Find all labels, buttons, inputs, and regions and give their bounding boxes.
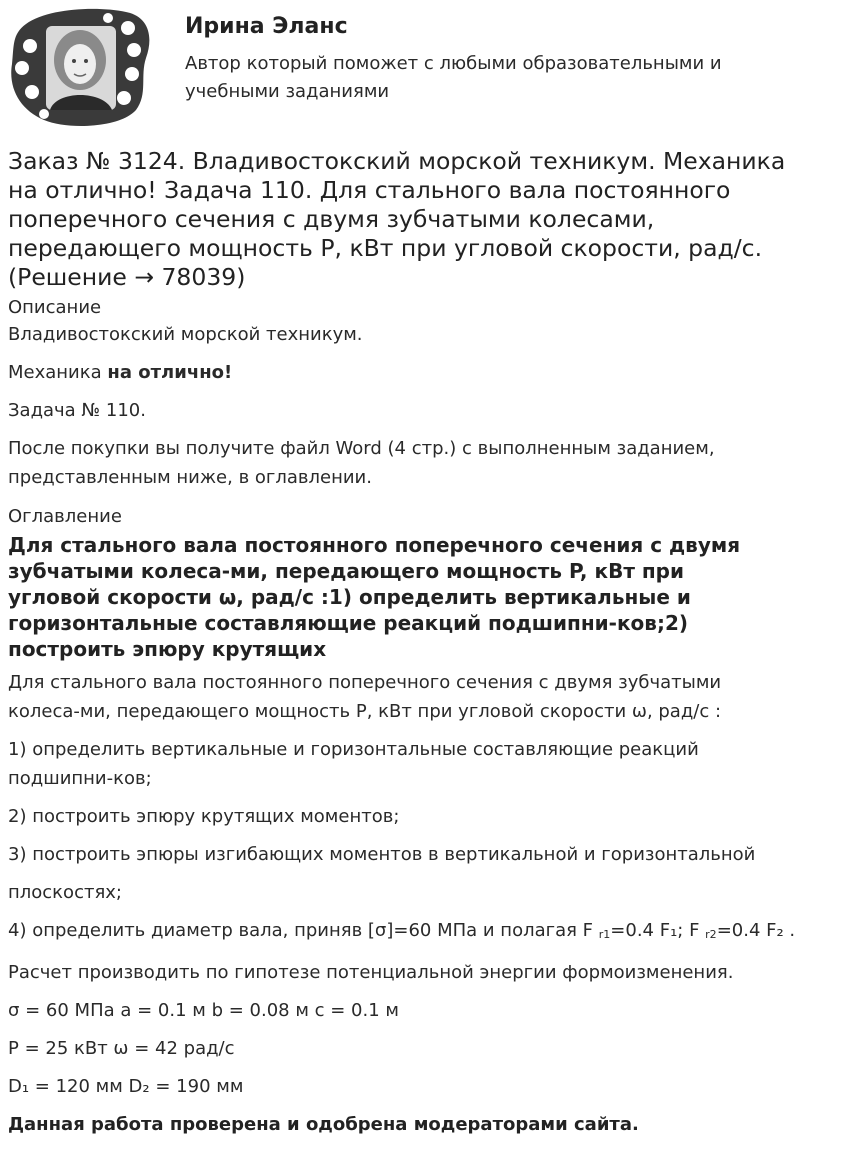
author-name[interactable]: Ирина Эланс (185, 14, 348, 39)
author-avatar (8, 6, 154, 128)
purchase-line: После покупки вы получите файл Word (4 стр.) с выполненным заданием, (8, 438, 715, 459)
body-given-3: D₁ = 120 мм D₂ = 190 мм (8, 1076, 244, 1097)
page-title (8, 147, 840, 292)
description-task: Задача № 110. (8, 400, 146, 421)
item4-sub: r1 (598, 928, 611, 941)
toc-title-line: зубчатыми колеса-ми, передающего мощность P, кВт при (8, 559, 685, 583)
description-purchase (8, 434, 840, 492)
toc-title-line: Для стального вала постоянного поперечного сечения с двумя (8, 533, 741, 557)
description-label: Описание (8, 297, 102, 318)
page-title-line: Заказ № 3124. Владивостокский морской техникум. Механика (8, 147, 786, 175)
page-title-line: передающего мощность P, кВт при угловой скорости, рад/с. (8, 234, 763, 262)
body-item-3-line1: 3) построить эпюры изгибающих моментов в вертикальной и горизонтальной (8, 844, 756, 865)
description-mechanics (8, 358, 840, 387)
body-item-4 (8, 916, 840, 949)
body-item-1 (8, 735, 840, 793)
author-card (8, 6, 838, 128)
item4-text: 4) определить диаметр вала, приняв [σ]=60 МПа и полагая F (8, 920, 599, 941)
intro-line: Для стального вала постоянного поперечного сечения с двумя зубчатыми (8, 672, 722, 693)
description-school: Владивостокский морской техникум. (8, 324, 363, 345)
purchase-line: представленным ниже, в оглавлении. (8, 467, 372, 488)
body-given-1: σ = 60 МПа a = 0.1 м b = 0.08 м c = 0.1 м (8, 1000, 399, 1021)
toc-title-line: угловой скорости ω, рад/с :1) определить вертикальные и (8, 585, 691, 609)
body-item-3-line2: плоскостях; (8, 882, 122, 903)
body-calc: Расчет производить по гипотезе потенциальной энергии формоизменения. (8, 962, 734, 983)
toc-title-line: построить эпюру крутящих (8, 637, 327, 661)
toc-title (8, 532, 840, 662)
mechanics-prefix: Механика (8, 362, 108, 383)
moderation-note: Данная работа проверена и одобрена модераторами сайта. (8, 1114, 639, 1135)
intro-line: колеса-ми, передающего мощность P, кВт при угловой скорости ω, рад/с : (8, 701, 722, 722)
toc-label: Оглавление (8, 506, 122, 527)
author-bio-line: учебными заданиями (185, 81, 390, 102)
main-content (8, 147, 840, 1139)
author-bio (185, 50, 785, 106)
item4-text: =0.4 F₂ . (716, 920, 796, 941)
body-given-2: P = 25 кВт ω = 42 рад/с (8, 1038, 235, 1059)
item-line: 1) определить вертикальные и горизонтальные составляющие реакций (8, 739, 699, 760)
item4-text: =0.4 F₁; F (610, 920, 706, 941)
item4-sub: r2 (705, 928, 717, 941)
body-item-2: 2) построить эпюру крутящих моментов; (8, 806, 400, 827)
body-intro (8, 668, 840, 726)
mechanics-bold: на отлично! (107, 362, 233, 383)
page-title-line: поперечного сечения с двумя зубчатыми колесами, (8, 205, 655, 233)
toc-title-line: горизонтальные составляющие реакций подшипни-ков;2) (8, 611, 688, 635)
item-line: подшипни-ков; (8, 768, 152, 789)
author-bio-line: Автор который поможет с любыми образовательными и (185, 53, 722, 74)
page-title-line: на отлично! Задача 110. Для стального вала постоянного (8, 176, 731, 204)
page-title-line: (Решение → 78039) (8, 263, 246, 291)
